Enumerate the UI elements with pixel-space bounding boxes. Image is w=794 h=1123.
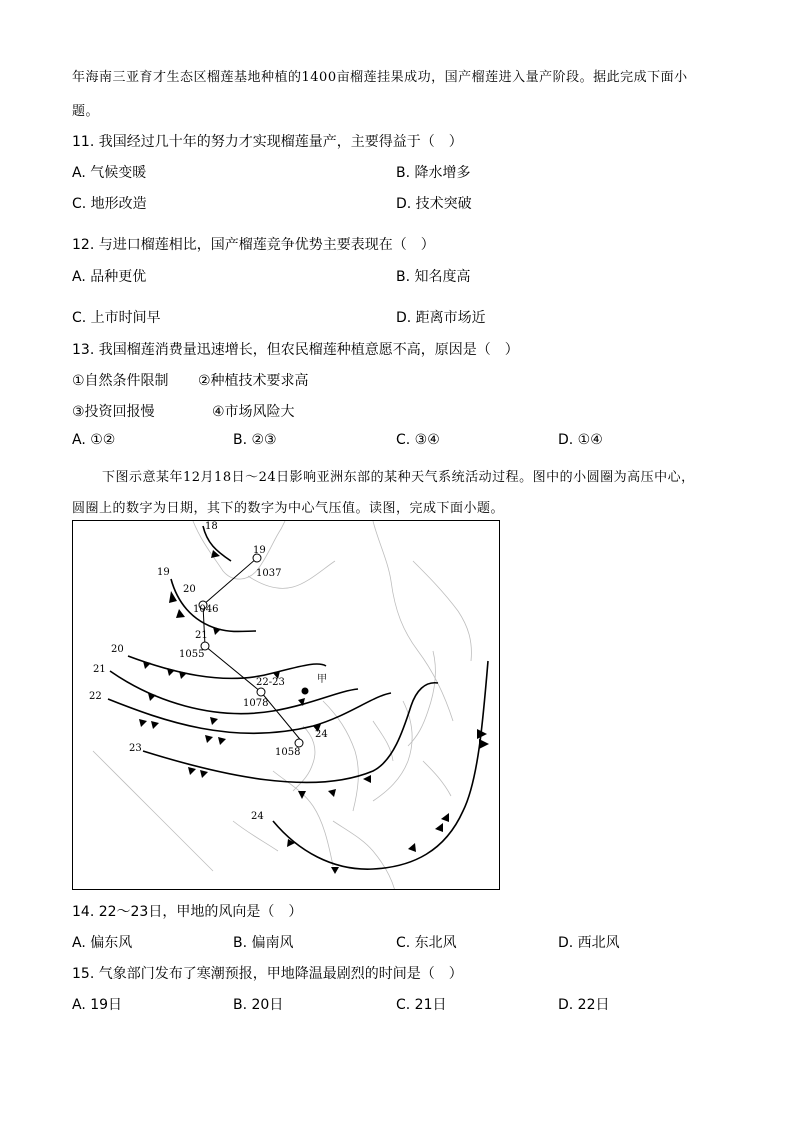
- high-center-pressure: 1058: [275, 747, 301, 758]
- high-center-date: 21: [195, 630, 208, 641]
- front-triangle: [151, 721, 159, 729]
- question-13-option-a[interactable]: A. ①②: [72, 432, 116, 448]
- front-date-label: 21: [93, 664, 106, 675]
- question-15-option-b[interactable]: B. 20日: [233, 997, 284, 1013]
- front-triangle: [331, 867, 339, 874]
- question-12-option-d[interactable]: D. 距离市场近: [396, 310, 486, 326]
- front-triangle: [143, 661, 151, 669]
- high-center-22-23: [257, 688, 265, 696]
- question-14-option-b[interactable]: B. 偏南风: [233, 935, 294, 951]
- question-11-stem: 11. 我国经过几十年的努力才实现榴莲量产，主要得益于（ ）: [72, 134, 463, 150]
- front-triangle: [363, 775, 371, 783]
- front-triangle: [210, 717, 218, 725]
- question-12-option-c[interactable]: C. 上市时间早: [72, 310, 161, 326]
- place-jia-marker: [302, 688, 309, 695]
- front-triangle: [441, 813, 449, 822]
- high-center-24: [295, 739, 303, 747]
- question-11-option-d[interactable]: D. 技术突破: [396, 196, 472, 212]
- front-triangle: [408, 843, 416, 852]
- question-11-option-c[interactable]: C. 地形改造: [72, 196, 147, 212]
- high-center-pressure: 1078: [243, 698, 269, 709]
- front-triangle: [176, 609, 185, 618]
- question-13-option-c[interactable]: C. ③④: [396, 432, 440, 448]
- front-triangle: [139, 719, 147, 727]
- front-triangle: [213, 627, 221, 635]
- question-13-item-1: ①自然条件限制: [72, 373, 169, 389]
- question-11-option-b[interactable]: B. 降水增多: [396, 165, 471, 181]
- high-center-pressure: 1046: [193, 604, 219, 615]
- question-14-option-a[interactable]: A. 偏东风: [72, 935, 133, 951]
- question-15-option-d[interactable]: D. 22日: [558, 997, 610, 1013]
- question-14-option-d[interactable]: D. 西北风: [558, 935, 620, 951]
- front-triangle: [200, 770, 208, 778]
- question-15-option-c[interactable]: C. 21日: [396, 997, 447, 1013]
- intro-line-1: 年海南三亚育才生态区榴莲基地种植的1400亩榴莲挂果成功，国产榴莲进入量产阶段。据此完成下面小: [72, 70, 688, 85]
- question-12-option-b[interactable]: B. 知名度高: [396, 269, 471, 285]
- question-14-option-c[interactable]: C. 东北风: [396, 935, 457, 951]
- front-date-label: 24: [251, 811, 264, 822]
- high-center-pressure: 1055: [179, 649, 205, 660]
- question-15-option-a[interactable]: A. 19日: [72, 997, 123, 1013]
- front-triangle: [479, 739, 489, 749]
- high-center-pressure: 1037: [256, 568, 282, 579]
- front-triangle: [435, 823, 443, 832]
- front-triangle: [205, 735, 213, 743]
- question-14-stem: 14. 22～23日，甲地的风向是（ ）: [72, 904, 303, 920]
- front-triangle: [188, 767, 196, 775]
- weather-system-map: [72, 520, 500, 890]
- passage2-line-2: 圆圈上的数字为日期，其下的数字为中心气压值。读图，完成下面小题。: [72, 501, 505, 516]
- place-jia-label: 甲: [317, 674, 327, 685]
- front-date-label: 18: [205, 521, 218, 532]
- front-date-label: 23: [129, 743, 142, 754]
- high-center-date: 19: [253, 545, 266, 556]
- high-center-date: 20: [183, 584, 196, 595]
- question-12-option-a[interactable]: A. 品种更优: [72, 269, 147, 285]
- coastline-outline: [93, 521, 471, 890]
- front-date-label: 22: [89, 691, 102, 702]
- passage2-line-1: 下图示意某年12月18日～24日影响亚洲东部的某种天气系统活动过程。图中的小圆圈为高压中心，: [102, 470, 695, 485]
- front-date-label: 19: [157, 567, 170, 578]
- question-13-option-b[interactable]: B. ②③: [233, 432, 277, 448]
- question-13-item-3: ③投资回报慢: [72, 404, 155, 420]
- question-11-option-a[interactable]: A. 气候变暖: [72, 165, 147, 181]
- front-triangle: [218, 737, 226, 745]
- high-center-track: [203, 558, 303, 743]
- question-13-item-4: ④市场风险大: [212, 404, 295, 420]
- question-13-stem: 13. 我国榴莲消费量迅速增长，但农民榴莲种植意愿不高，原因是（ ）: [72, 342, 519, 358]
- question-15-stem: 15. 气象部门发布了寒潮预报，甲地降温最剧烈的时间是（ ）: [72, 966, 463, 982]
- front-triangle: [167, 668, 175, 676]
- front-triangle: [179, 671, 187, 679]
- intro-line-2: 题。: [72, 104, 100, 119]
- question-12-stem: 12. 与进口榴莲相比，国产榴莲竞争优势主要表现在（ ）: [72, 237, 435, 253]
- question-13-item-2: ②种植技术要求高: [198, 373, 309, 389]
- front-line-20: [128, 656, 326, 678]
- question-13-option-d[interactable]: D. ①④: [558, 432, 603, 448]
- high-center-date: 24: [315, 729, 328, 740]
- front-line-23: [143, 683, 438, 783]
- front-triangle: [148, 693, 156, 701]
- front-triangle: [328, 789, 336, 797]
- front-triangle: [298, 791, 306, 799]
- front-date-label: 20: [111, 644, 124, 655]
- high-center-date: 22-23: [256, 677, 285, 688]
